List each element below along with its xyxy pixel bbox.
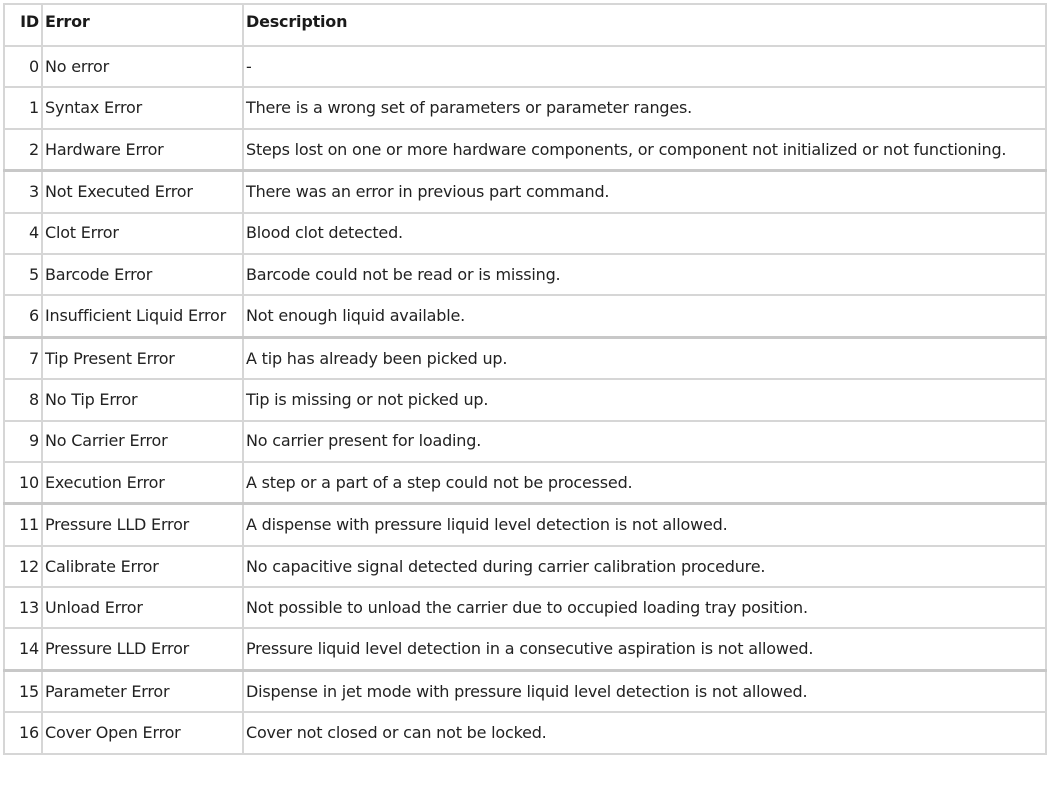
table-row [4, 295, 1046, 337]
cell-error: Tip Present Error [42, 337, 243, 379]
cell-error: Insufficient Liquid Error [42, 295, 243, 337]
table-row [4, 546, 1046, 587]
cell-description: Steps lost on one or more hardware components, or component not initialized or not functioning. [243, 129, 1046, 171]
cell-description: A step or a part of a step could not be processed. [243, 462, 1046, 504]
cell-error: Syntax Error [42, 87, 243, 128]
cell-description: There is a wrong set of parameters or parameter ranges. [243, 87, 1046, 128]
cell-error: Cover Open Error [42, 712, 243, 753]
cell-error: Hardware Error [42, 129, 243, 171]
table-row [4, 129, 1046, 171]
cell-id: 6 [4, 295, 42, 337]
cell-error: Execution Error [42, 462, 243, 504]
cell-description: - [243, 46, 1046, 87]
cell-description: A tip has already been picked up. [243, 337, 1046, 379]
cell-description: Not enough liquid available. [243, 295, 1046, 337]
cell-error: Barcode Error [42, 254, 243, 295]
cell-id: 1 [4, 87, 42, 128]
header-id: ID [4, 4, 42, 46]
table-row [4, 587, 1046, 628]
cell-description: Barcode could not be read or is missing. [243, 254, 1046, 295]
cell-error: No Carrier Error [42, 421, 243, 462]
cell-error: Calibrate Error [42, 546, 243, 587]
cell-id: 14 [4, 628, 42, 670]
table-header [4, 4, 1046, 46]
table-row [4, 628, 1046, 670]
cell-description: Tip is missing or not picked up. [243, 379, 1046, 420]
cell-id: 13 [4, 587, 42, 628]
table-row [4, 504, 1046, 546]
cell-error: Unload Error [42, 587, 243, 628]
cell-id: 3 [4, 171, 42, 213]
cell-description: Dispense in jet mode with pressure liquid level detection is not allowed. [243, 670, 1046, 712]
cell-error: No Tip Error [42, 379, 243, 420]
cell-error: Clot Error [42, 213, 243, 254]
table-row [4, 670, 1046, 712]
table-row [4, 213, 1046, 254]
cell-id: 10 [4, 462, 42, 504]
cell-description: Not possible to unload the carrier due to occupied loading tray position. [243, 587, 1046, 628]
cell-id: 5 [4, 254, 42, 295]
cell-error: Pressure LLD Error [42, 504, 243, 546]
cell-description: There was an error in previous part command. [243, 171, 1046, 213]
cell-id: 0 [4, 46, 42, 87]
header-row [4, 4, 1046, 46]
cell-description: Cover not closed or can not be locked. [243, 712, 1046, 753]
table-row [4, 87, 1046, 128]
cell-description: A dispense with pressure liquid level detection is not allowed. [243, 504, 1046, 546]
cell-description: Pressure liquid level detection in a consecutive aspiration is not allowed. [243, 628, 1046, 670]
table-row [4, 712, 1046, 753]
table-row [4, 337, 1046, 379]
header-description: Description [243, 4, 1046, 46]
cell-description: No carrier present for loading. [243, 421, 1046, 462]
cell-description: No capacitive signal detected during carrier calibration procedure. [243, 546, 1046, 587]
cell-description: Blood clot detected. [243, 213, 1046, 254]
cell-error: Parameter Error [42, 670, 243, 712]
cell-id: 4 [4, 213, 42, 254]
cell-id: 9 [4, 421, 42, 462]
cell-id: 11 [4, 504, 42, 546]
header-error: Error [42, 4, 243, 46]
table-row [4, 462, 1046, 504]
cell-id: 7 [4, 337, 42, 379]
table-row [4, 171, 1046, 213]
cell-id: 8 [4, 379, 42, 420]
cell-error: No error [42, 46, 243, 87]
cell-error: Not Executed Error [42, 171, 243, 213]
table-row [4, 254, 1046, 295]
cell-id: 12 [4, 546, 42, 587]
table-row [4, 421, 1046, 462]
table-row [4, 379, 1046, 420]
error-codes-table [3, 3, 1047, 755]
table-body [4, 46, 1046, 754]
cell-error: Pressure LLD Error [42, 628, 243, 670]
table-row [4, 46, 1046, 87]
cell-id: 16 [4, 712, 42, 753]
cell-id: 15 [4, 670, 42, 712]
cell-id: 2 [4, 129, 42, 171]
